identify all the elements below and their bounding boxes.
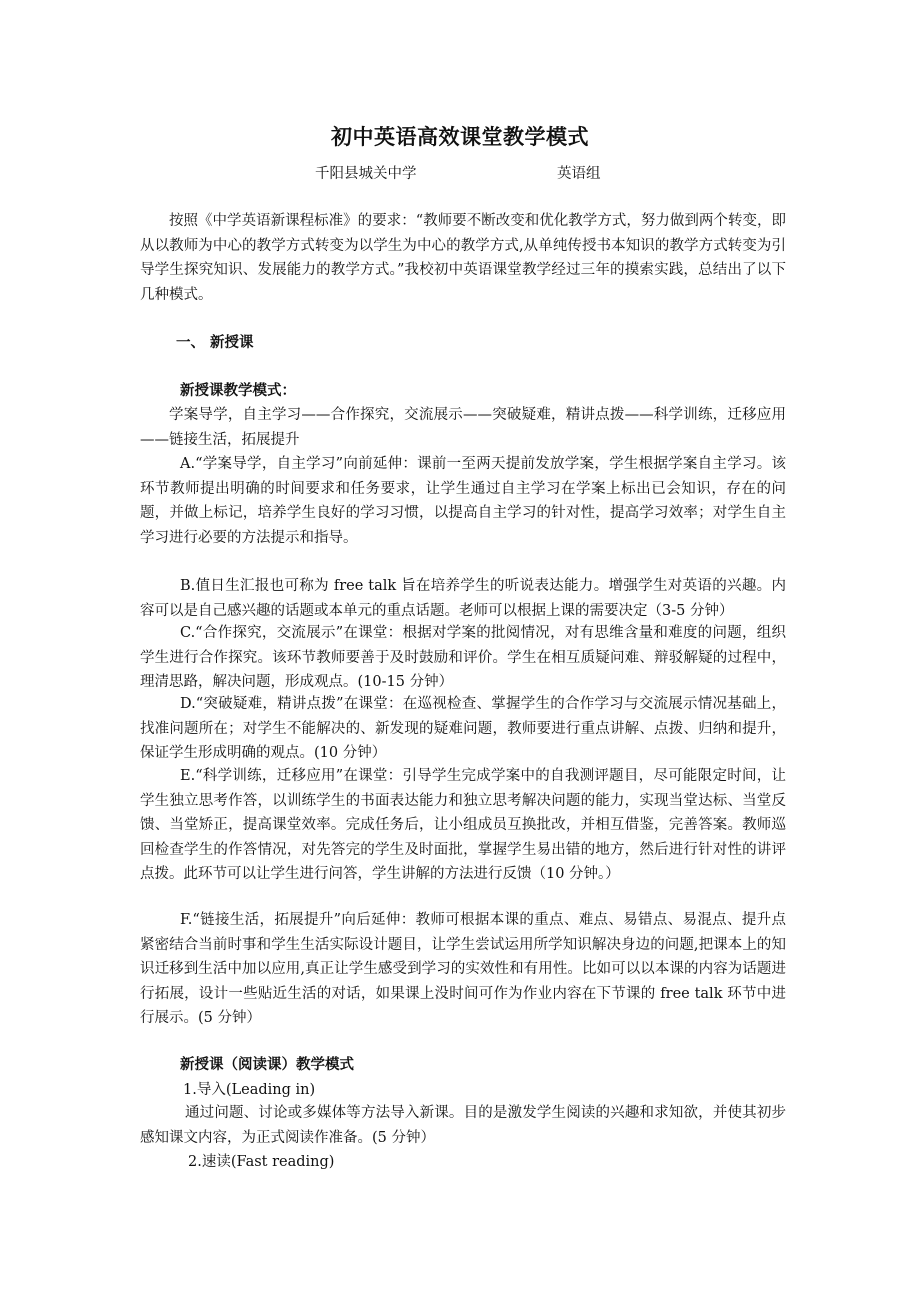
step-e-paragraph: E.“科学训练，迁移应用”在课堂：引导学生完成学案中的自我测评题目，尽可能限定时间，让学生独立思考作答，以训练学生的书面表达能力和独立思考解决问题的能力，实现当堂达标、当堂反馈、当堂矫正，提高课堂效率。完成任务后，让小组成员互换批改，并相互借鉴，完善答案。教师巡回检查学生的作答情况，对先答完的学生及时面批，掌握学生易出错的地方，然后进行针对性的讲评点拨。此环节可以让学生进行问答，学生讲解的方法进行反馈（10 分钟。） [140,768,786,882]
section-heading: 一、 新授课 [176,334,254,351]
intro-paragraph: 按照《中学英语新课程标准》的要求：“教师要不断改变和优化教学方式，努力做到两个转变，即从以教师为中心的教学方式转变为以学生为中心的教学方式,从单纯传授书本知识的教学方式转变为引导学生探究知识、发展能力的教学方式。”我校初中英语课堂教学经过三年的摸索实践，总结出了以下几种模式。 [140,213,786,303]
mode-heading: 新授课教学模式： [180,382,296,399]
mode-summary: 学案导学，自主学习——合作探究，交流展示——突破疑难，精讲点拨——科学训练，迁移应用——链接生活，拓展提升 [140,407,786,448]
step-d-paragraph: D.“突破疑难，精讲点拨”在课堂：在巡视检查、掌握学生的合作学习与交流展示情况基础上，找准问题所在；对学生不能解决的、新发现的疑难问题，教师要进行重点讲解、点拨、归纳和提升，保证学生形成明确的观点。(10 分钟） [140,696,786,761]
reading-step1-body: 通过问题、讨论或多媒体等方法导入新课。目的是激发学生阅读的兴趣和求知欲，并使其初步感知课文内容，为正式阅读作准备。(5 分钟） [140,1105,786,1146]
group-name: 英语组 [557,166,601,182]
reading-step1-title: 1.导入(Leading in) [183,1082,316,1098]
step-a-paragraph: A.“学案导学，自主学习”向前延伸：课前一至两天提前发放学案，学生根据学案自主学习。该环节教师提出明确的时间要求和任务要求，让学生通过自主学习在学案上标出已会知识，存在的问题，并做上标记，培养学生良好的学习习惯，以提高自主学习的针对性，提高学习效率；对学生自主学习进行必要的方法提示和指导。 [140,456,786,546]
reading-step2-title: 2.速读(Fast reading) [188,1154,335,1170]
reading-mode-heading: 新授课（阅读课）教学模式 [180,1056,354,1073]
school-name: 千阳县城关中学 [315,166,417,182]
step-f-paragraph: F.“链接生活，拓展提升”向后延伸：教师可根据本课的重点、难点、易错点、易混点、提升点紧密结合当前时事和学生生活实际设计题目，让学生尝试运用所学知识解决身边的问题,把课本上的知识迁移到生活中加以应用,真正让学生感受到学习的实效性和有用性。比如可以以本课的内容为话题进行拓展，设计一些贴近生活的对话，如果课上没时间可作为作业内容在下节课的 free talk 环节中进行展示。(5 分钟） [140,912,786,1026]
step-c-paragraph: C.“合作探究，交流展示”在课堂：根据对学案的批阅情况，对有思维含量和难度的问题，组织学生进行合作探究。该环节教师要善于及时鼓励和评价。学生在相互质疑问难、辩驳解疑的过程中，理清思路，解决问题，形成观点。(10-15 分钟） [140,625,786,690]
step-b-paragraph: B.值日生汇报也可称为 free talk 旨在培养学生的听说表达能力。增强学生对英语的兴趣。内容可以是自己感兴趣的话题或本单元的重点话题。老师可以根据上课的需要决定（3-5 分钟） [140,578,786,619]
document-title: 初中英语高效课堂教学模式 [331,124,589,149]
